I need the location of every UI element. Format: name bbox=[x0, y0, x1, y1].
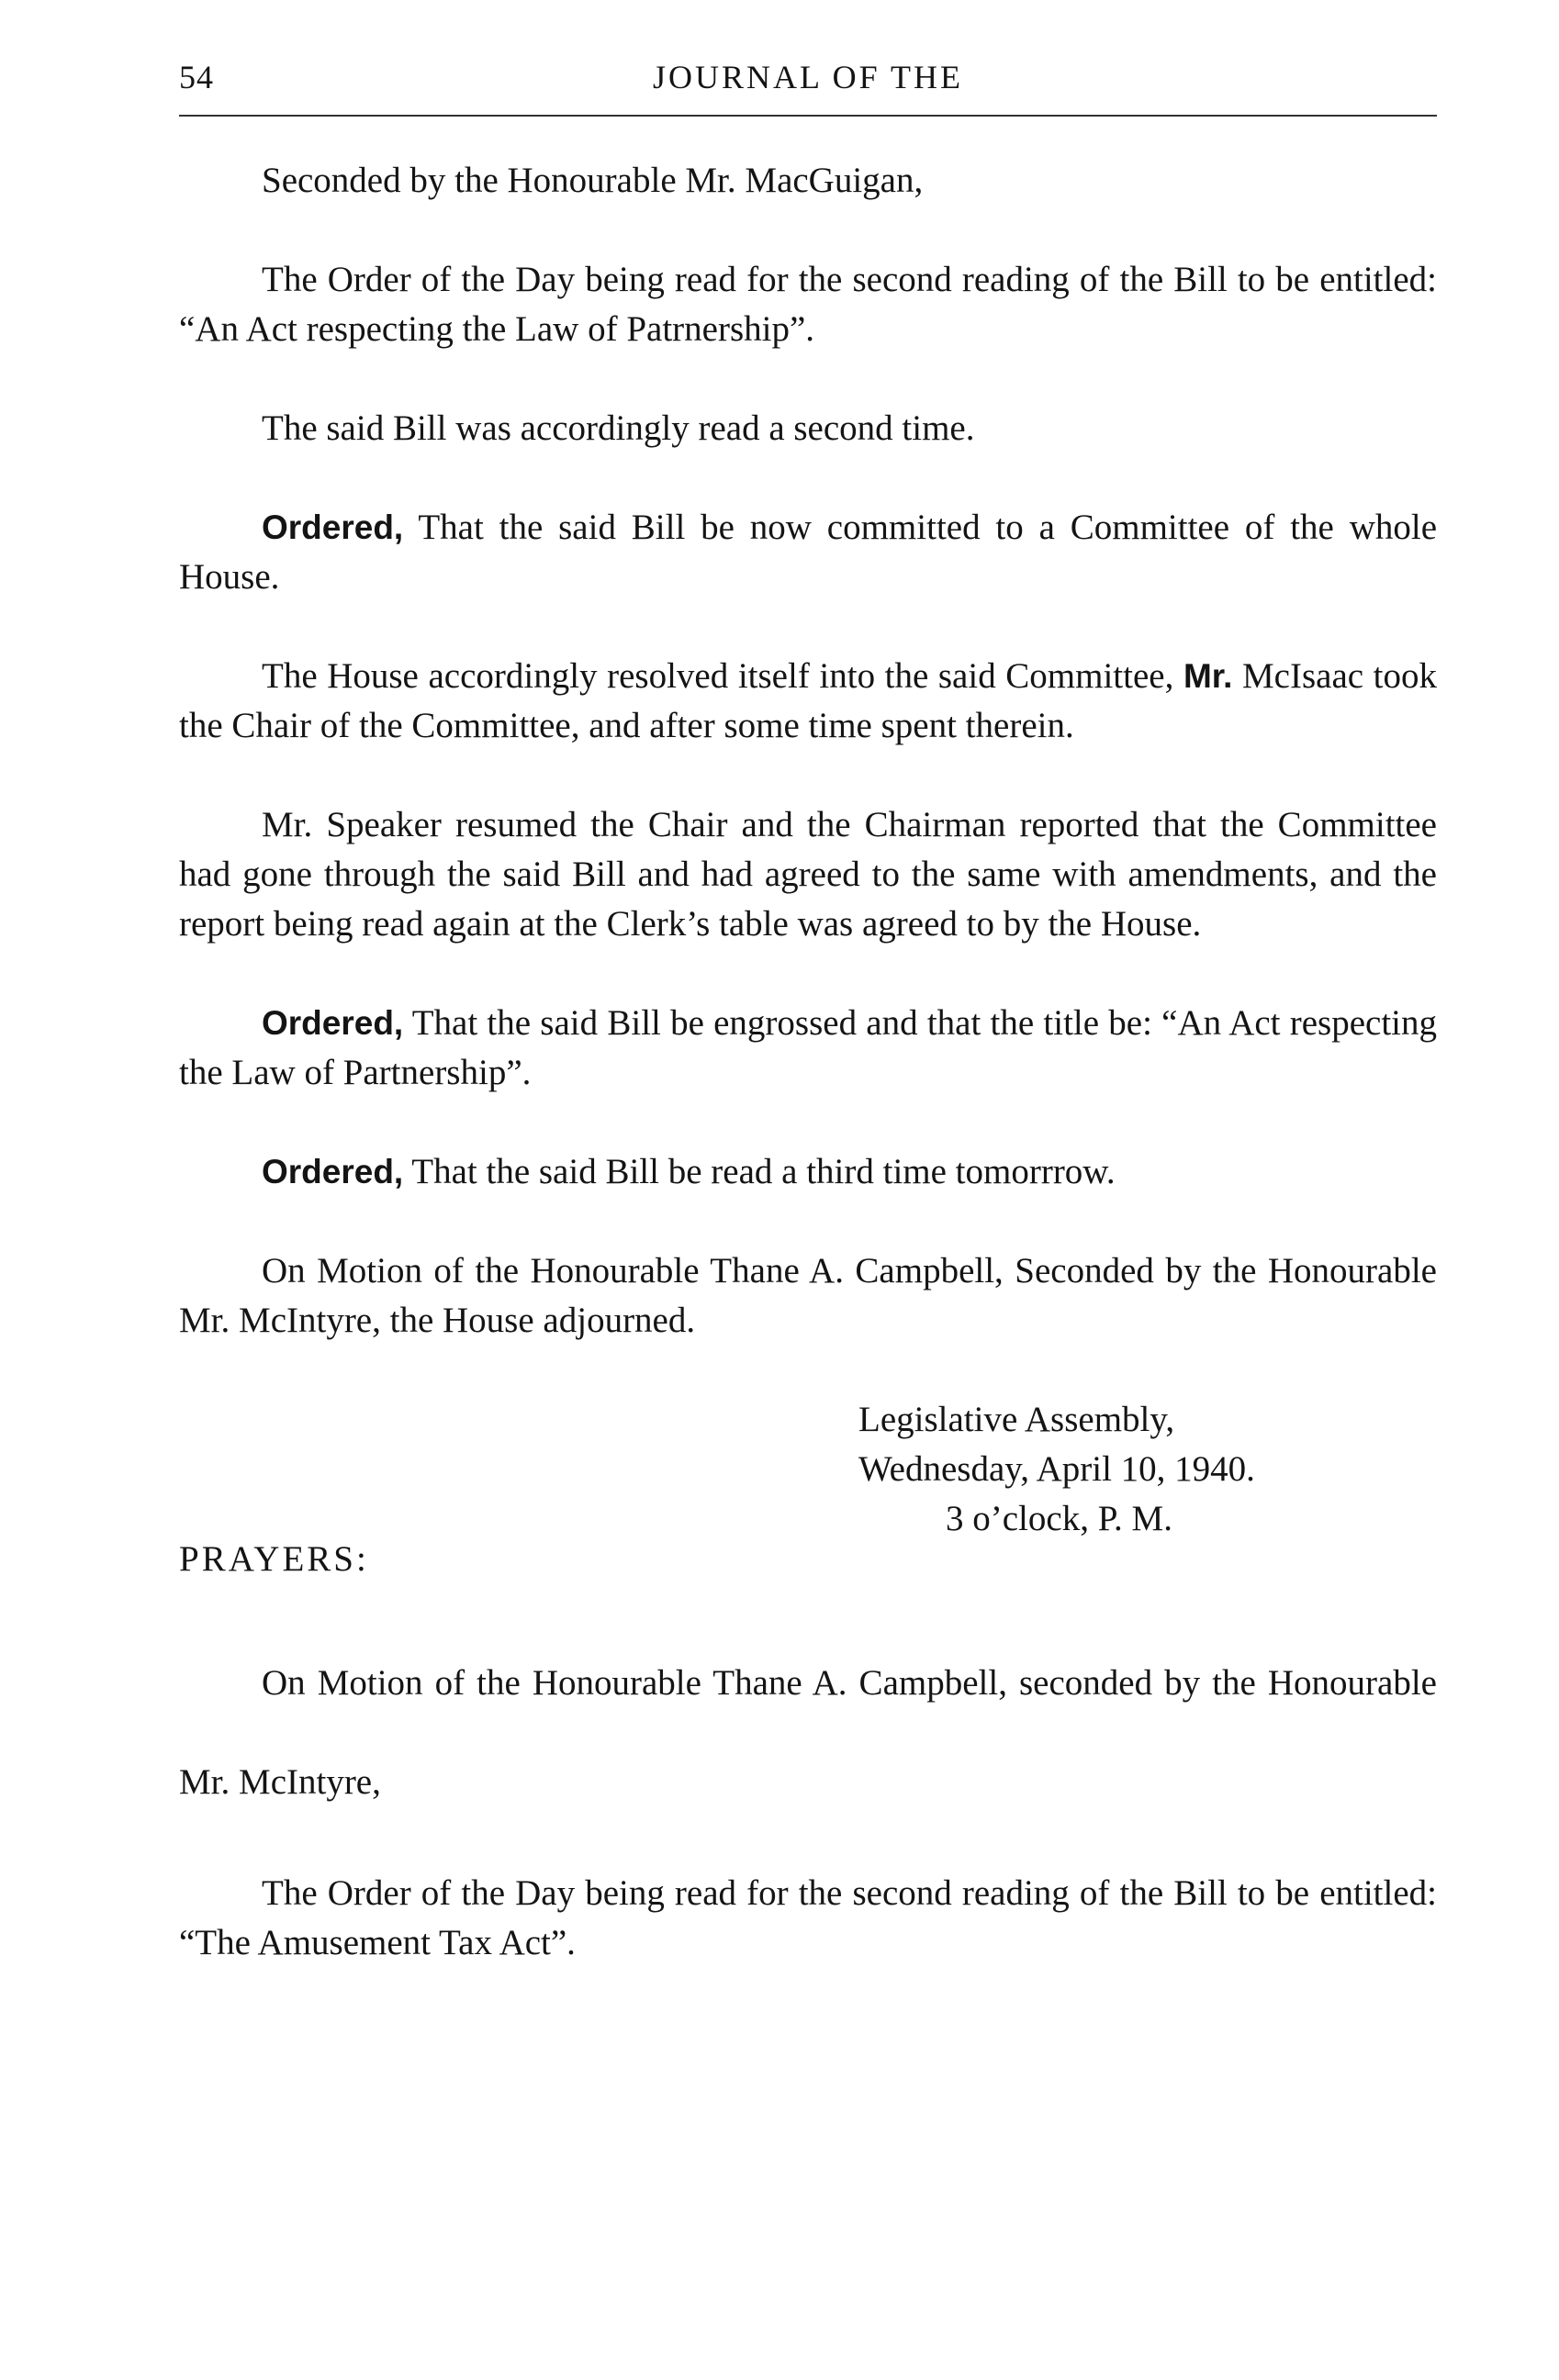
paragraph-second-reading: The said Bill was accordingly read a second time. bbox=[262, 408, 975, 448]
paragraph-motion: On Motion of the Honourable Thane A. Campbell, seconded by the Honourable Mr. McIntyre, bbox=[179, 1663, 1437, 1802]
page-header bbox=[179, 50, 1437, 117]
sitting-time: 3 o’clock, P. M. bbox=[946, 1499, 1172, 1538]
ordered-label: Ordered, bbox=[262, 1004, 404, 1042]
sitting-heading bbox=[179, 1395, 1437, 1544]
paragraph-speaker-resumed: Mr. Speaker resumed the Chair and the Chairman reported that the Committee had gone through the said Bill and had agreed to the same with amendments, and the report being read again at the Clerk’s table was agreed to by the House. bbox=[179, 805, 1437, 944]
sitting-assembly: Legislative Assembly, bbox=[858, 1400, 1175, 1439]
ordered-text: That the said Bill be read a third time tomorrrow. bbox=[403, 1152, 1116, 1191]
sitting-date: Wednesday, April 10, 1940. bbox=[858, 1449, 1255, 1489]
paragraph-adjourned: On Motion of the Honourable Thane A. Campbell, Seconded by the Honourable Mr. McIntyre, the House adjourned. bbox=[179, 1251, 1437, 1340]
paragraph-ordered-engrossed bbox=[179, 999, 1437, 1098]
prayers-heading: PRAYERS: bbox=[179, 1539, 369, 1579]
running-head: JOURNAL OF THE bbox=[652, 59, 963, 95]
paragraph-amusement-tax: The Order of the Day being read for the second reading of the Bill to be entitled: “The Amusement Tax Act”. bbox=[179, 1873, 1437, 1962]
page-number: 54 bbox=[179, 59, 214, 95]
paragraph-order-of-day: The Order of the Day being read for the second reading of the Bill to be entitled: “An Act respecting the Law of Patrnership”. bbox=[179, 260, 1437, 349]
paragraph-seconded: Seconded by the Honourable Mr. MacGuigan, bbox=[262, 161, 924, 200]
paragraph-ordered-committed bbox=[179, 503, 1437, 602]
committee-mr: Mr. bbox=[1183, 657, 1233, 695]
ordered-label: Ordered, bbox=[262, 1153, 404, 1190]
journal-body bbox=[179, 156, 1437, 2017]
committee-text-a: The House accordingly resolved itself into the said Committee, bbox=[262, 656, 1183, 696]
ordered-label: Ordered, bbox=[262, 508, 404, 546]
ordered-text: That the said Bill be engrossed and that the title be: “An Act respecting the Law of Partnership”. bbox=[179, 1003, 1437, 1092]
paragraph-ordered-third-reading bbox=[179, 1147, 1437, 1197]
ordered-text: That the said Bill be now committed to a Committee of the whole House. bbox=[179, 508, 1437, 597]
committee-text-b: McIsaac took the Chair of the Committee, and after some time spent therein. bbox=[179, 656, 1437, 745]
paragraph-committee bbox=[179, 652, 1437, 751]
